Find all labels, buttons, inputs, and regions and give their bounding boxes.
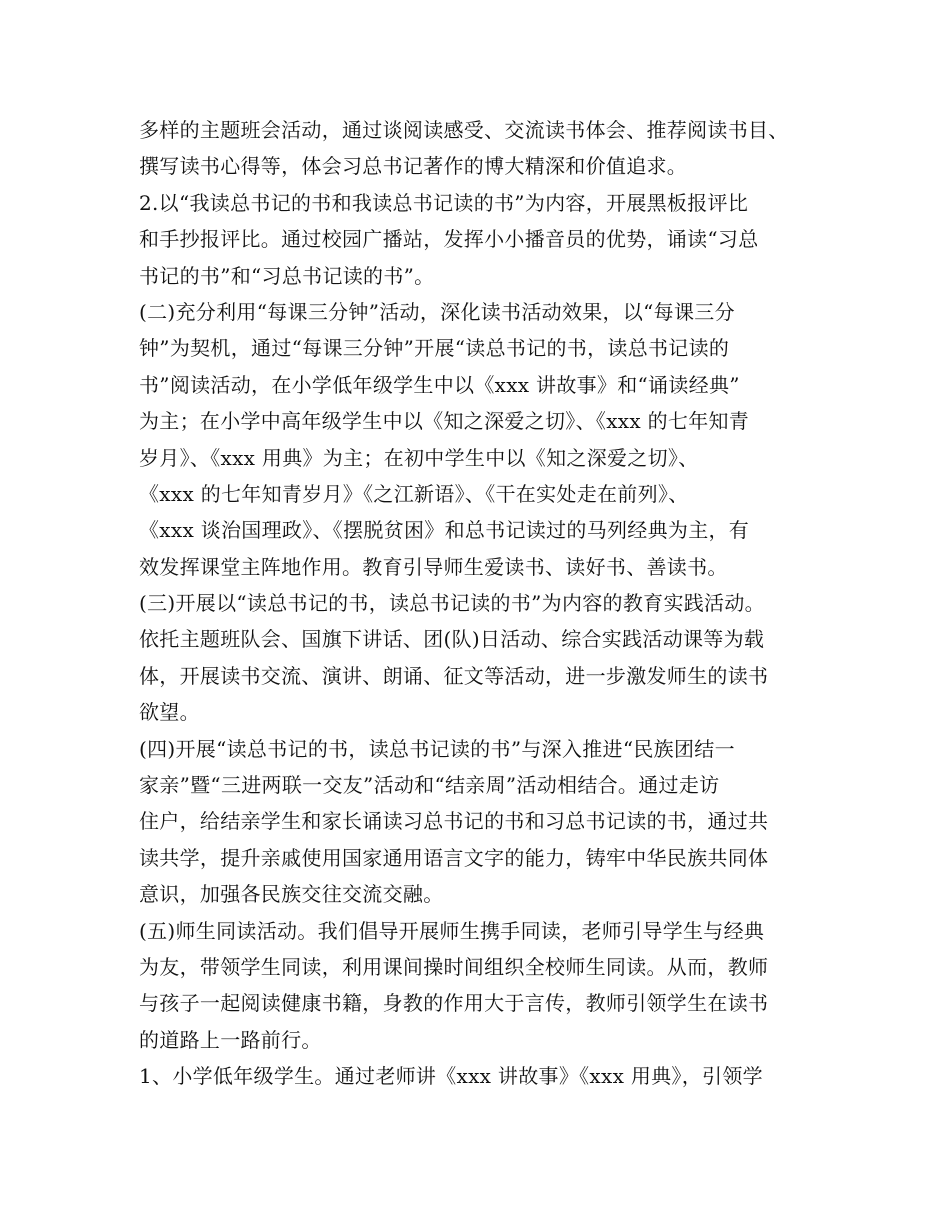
text-line: 住户，给结亲学生和家长诵读习总书记的书和习总书记读的书，通过共	[139, 809, 769, 834]
text-line: (四)开展“读总书记的书，读总书记读的书”与深入推进“民族团结一	[139, 736, 735, 761]
text-line: 2.以“我读总书记的书和我读总书记读的书”为内容，开展黑板报评比	[139, 190, 749, 215]
text-line: 的道路上一路前行。	[139, 1027, 322, 1052]
text-line: 1、小学低年级学生。通过老师讲《xxx 讲故事》《xxx 用典》，引领学	[139, 1064, 763, 1089]
text-line: (五)师生同读活动。我们倡导开展师生携手同读，老师引导学生与经典	[139, 918, 765, 943]
text-line: 《xxx 的七年知青岁月》《之江新语》、《干在实处走在前列》、	[139, 481, 689, 506]
text-line: (二)充分利用“每课三分钟”活动，深化读书活动效果，以“每课三分	[139, 299, 735, 324]
text-line: 意识，加强各民族交往交流交融。	[139, 882, 444, 907]
text-line: 《xxx 谈治国理政》、《摆脱贫困》和总书记读过的马列经典为主，有	[139, 518, 750, 543]
text-line: 书记的书”和“习总书记读的书”。	[139, 263, 435, 288]
text-line: 依托主题班队会、国旗下讲话、团(队)日活动、综合实践活动课等为载	[139, 627, 765, 652]
text-line: 撰写读书心得等，体会习总书记著作的博大精深和价值追求。	[139, 154, 688, 179]
text-line: 和手抄报评比。通过校园广播站，发挥小小播音员的优势，诵读“习总	[139, 227, 759, 252]
text-line: 多样的主题班会活动，通过谈阅读感受、交流读书体会、推荐阅读书目、	[139, 118, 789, 142]
text-line: (三)开展以“读总书记的书，读总书记读的书”为内容的教育实践活动。	[139, 591, 765, 616]
text-line: 家亲”暨“三进两联一交友”活动和“结亲周”活动相结合。通过走访	[139, 773, 720, 798]
text-line: 体，开展读书交流、演讲、朗诵、征文等活动，进一步激发师生的读书	[139, 663, 769, 688]
text-line: 与孩子一起阅读健康书籍，身教的作用大于言传，教师引领学生在读书	[139, 991, 769, 1016]
text-line: 读共学，提升亲戚使用国家通用语言文字的能力，铸牢中华民族共同体	[139, 845, 769, 870]
text-line: 书”阅读活动，在小学低年级学生中以《xxx 讲故事》和“诵读经典”	[139, 372, 740, 397]
text-line: 欲望。	[139, 700, 200, 725]
text-line: 为友，带领学生同读，利用课间操时间组织全校师生同读。从而，教师	[139, 954, 769, 979]
text-line: 为主；在小学中高年级学生中以《知之深爱之切》、《xxx 的七年知青	[139, 409, 750, 434]
text-line: 效发挥课堂主阵地作用。教育引导师生爱读书、读好书、善读书。	[139, 554, 728, 579]
text-line: 岁月》、《xxx 用典》为主；在初中学生中以《知之深爱之切》、	[139, 445, 699, 470]
text-line: 钟”为契机，通过“每课三分钟”开展“读总书记的书，读总书记读的	[139, 336, 730, 361]
document-body	[139, 112, 829, 1095]
